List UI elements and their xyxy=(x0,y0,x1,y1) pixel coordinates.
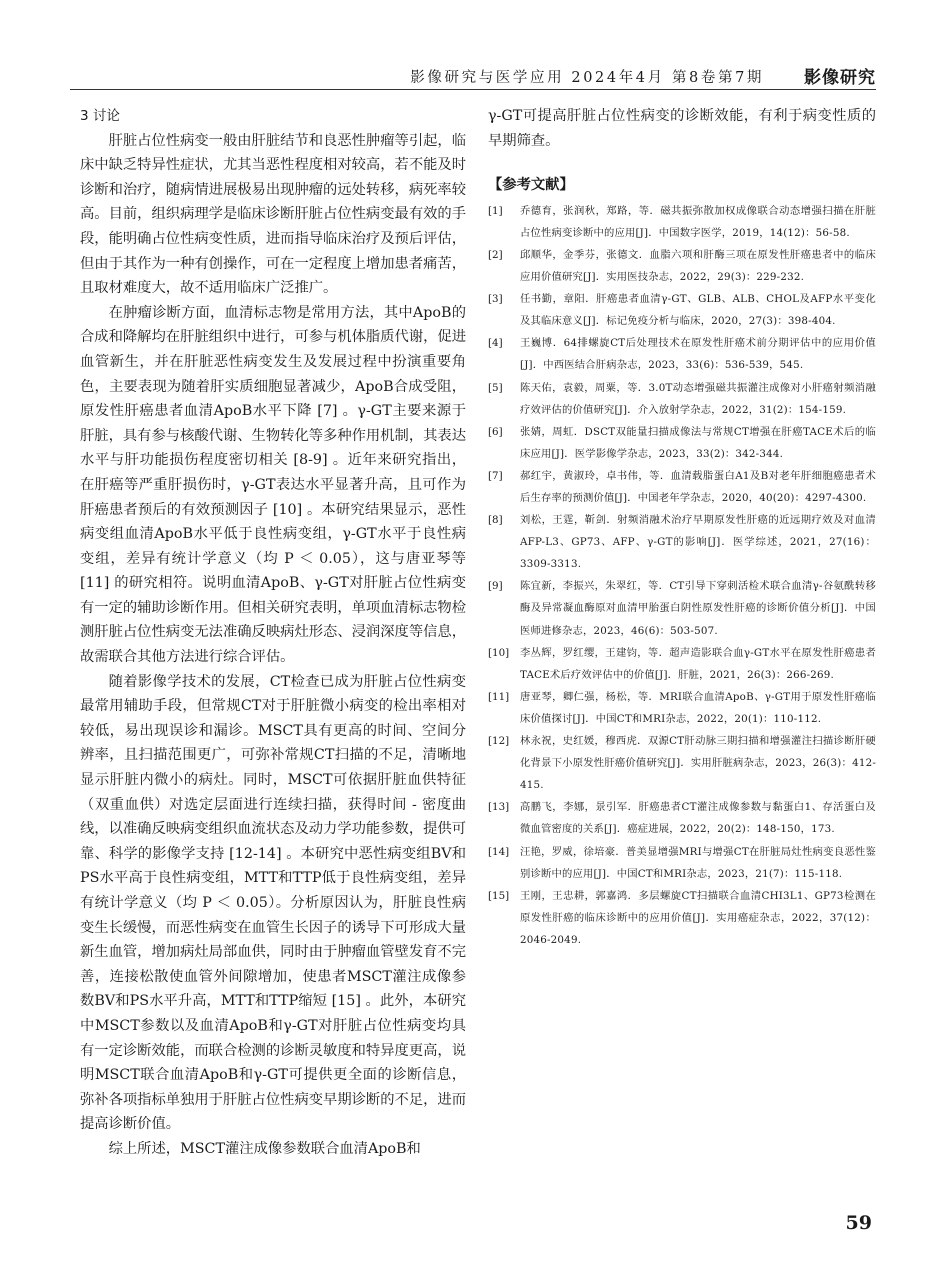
discussion-paragraph-4: 综上所述，MSCT灌注成像参数联合血清ApoB和 xyxy=(108,1140,421,1157)
page-header xyxy=(70,62,876,90)
reference-item xyxy=(488,841,876,885)
reference-item xyxy=(488,288,876,332)
reference-text: 王巍博．64排螺旋CT后处理技术在原发性肝癌术前分期评估中的应用价值[J]．中西医结合肝病杂志，2023，33(6)：536-539，545. xyxy=(520,337,876,372)
reference-item xyxy=(488,575,876,641)
reference-number: [1] xyxy=(488,204,503,217)
right-column xyxy=(488,104,876,951)
reference-number: [14] xyxy=(488,845,510,858)
reference-item xyxy=(488,244,876,288)
reference-number: [6] xyxy=(488,425,503,438)
left-column xyxy=(80,104,466,1162)
reference-item xyxy=(488,332,876,376)
reference-text: 乔德育，张润秋，郑路，等．磁共振弥散加权成像联合动态增强扫描在肝脏占位性病变诊断中的应用[J]．中国数字医学，2019，14(12)：56-58. xyxy=(520,204,876,239)
reference-text: 刘松，王霆，靳剑．射频消融术治疗早期原发性肝癌的近远期疗效及对血清AFP-L3、GP73、AFP、γ-GT的影响[J]．医学综述，2021，27(16)：3309-3313. xyxy=(520,514,876,571)
reference-item xyxy=(488,730,876,796)
reference-item xyxy=(488,465,876,509)
header-rule xyxy=(70,89,876,90)
reference-number: [13] xyxy=(488,801,510,814)
reference-text: 林永祝，史红媛，穆西虎．双源CT肝动脉三期扫描和增强灌注扫描诊断肝硬化背景下小原发性肝癌价值研究[J]．实用肝脏病杂志，2023，26(3)：412-415. xyxy=(520,735,876,792)
references-title: 【参考文献】 xyxy=(488,177,574,194)
reference-number: [5] xyxy=(488,381,503,394)
reference-text: 高鹏飞，李娜，景引军．肝癌患者CT灌注成像参数与黏蛋白1、存活蛋白及微血管密度的关系[J]．癌症进展，2022，20(2)：148-150，173. xyxy=(520,801,876,836)
reference-item xyxy=(488,885,876,951)
discussion-paragraph-3: 随着影像学技术的发展，CT检查已成为肝脏占位性病变最常用辅助手段，但常规CT对于肝脏微小病变的检出率相对较低，易出现误诊和漏诊。MSCT具有更高的时间、空间分辨率，且扫描范围更广，可弥补常规CT扫描的不足，清晰地显示肝脏内微小的病灶。同时，MSCT可依据肝脏血供特征（双重血供）对选定层面进行连续扫描，获得时间 - 密度曲线，以准确反映病变组织血流状态及动力学功能参数，提供可靠、科学的影像学支持 [12-14] 。本研究中恶性病变组BV和PS水平高于良性病变组，MTT和TTP低于良性病变组，差异有统计学意义（均 P ＜ 0.05）。分析原因认为，肝脏良性病变生长缓慢，而恶性病变在血管生长因子的诱导下可形成大量新生血管，增加病灶局部血供，同时由于肿瘤血管壁发育不完善，连接松散使血管外间隙增加，使患者MSCT灌注成像参数BV和PS水平升高，MTT和TTP缩短 [15] 。此外，本研究中MSCT参数以及血清ApoB和γ-GT对肝脏占位性病变均具有一定诊断效能，而联合检测的诊断灵敏度和特异度更高，说明MSCT联合血清ApoB和γ-GT可提供更全面的诊断信息，弥补各项指标单独用于肝脏占位性病变早期诊断的不足，进而提高诊断价值。 xyxy=(80,673,467,1133)
discussion-continuation: γ-GT可提高肝脏占位性病变的诊断效能，有利于病变性质的早期筛查。 xyxy=(488,108,876,149)
reference-item xyxy=(488,796,876,840)
reference-item xyxy=(488,200,876,244)
reference-item xyxy=(488,421,876,465)
reference-number: [9] xyxy=(488,580,503,593)
reference-text: 张婧，周虹．DSCT双能量扫描成像法与常规CT增强在肝癌TACE术后的临床应用[J]．医学影像学杂志，2023，33(2)：342-344. xyxy=(520,425,876,460)
reference-item xyxy=(488,686,876,730)
reference-item xyxy=(488,509,876,575)
discussion-paragraph-2: 在肿瘤诊断方面，血清标志物是常用方法，其中ApoB的合成和降解均在肝脏组织中进行，可参与机体脂质代谢，促进血管新生，并在肝脏恶性病变发生及发展过程中扮演重要角色，主要表现为随着肝实质细胞显著减少，ApoB合成受阻，原发性肝癌患者血清ApoB水平下降 [7] 。γ-GT主要来源于肝脏，具有参与核酸代谢、生物转化等多种作用机制，其表达水平与肝功能损伤程度密切相关 [8-9] 。近年来研究指出，在肝癌等严重肝损伤时，γ-GT表达水平显著升高，且可作为肝癌患者预后的有效预测因子 [10] 。本研究结果显示，恶性病变组血清ApoB水平低于良性病变组，γ-GT水平于良性病变组，差异有统计学意义（均 P ＜ 0.05），这与唐亚琴等 [11] 的研究相符。说明血清ApoB、γ-GT对肝脏占位性病变有一定的辅助诊断作用。但相关研究表明，单项血清标志物检测肝脏占位性病变无法准确反映病灶形态、浸润深度等信息，故需联合其他方法进行综合评估。 xyxy=(80,304,467,666)
reference-text: 汪艳，罗威，徐培豪．普美显增强MRI与增强CT在肝脏局灶性病变良恶性鉴别诊断中的应用[J]．中国CT和MRI杂志，2023，21(7)：115-118. xyxy=(520,845,876,880)
reference-number: [3] xyxy=(488,293,503,306)
reference-number: [15] xyxy=(488,889,510,902)
reference-text: 王刚，王忠耕，郭嘉鸿．多层螺旋CT扫描联合血清CHI3L1、GP73检测在原发性肝癌的临床诊断中的应用价值[J]．实用癌症杂志，2022，37(12)：2046-2049. xyxy=(520,889,876,946)
reference-text: 陈宜新，李振兴，朱翠红，等．CT引导下穿刺活检术联合血清γ-谷氨酰转移酶及异常凝血酶原对血清甲胎蛋白阴性原发性肝癌的诊断价值分析[J]．中国医师进修杂志，2023，46(6)：503-507. xyxy=(520,580,876,637)
reference-text: 李丛辉，罗红缨，王建钧，等．超声造影联合血γ-GT水平在原发性肝癌患者TACE术后疗效评估中的价值[J]．肝脏，2021，26(3)：266-269. xyxy=(520,646,876,681)
journal-info: 影像研究与医学应用 2024年4月 第8卷第7期 xyxy=(410,70,764,86)
reference-number: [11] xyxy=(488,690,510,703)
discussion-paragraph-1: 肝脏占位性病变一般由肝脏结节和良恶性肿瘤等引起，临床中缺乏特异性症状，尤其当恶性程度相对较高，若不能及时诊断和治疗，随病情进展极易出现肿瘤的远处转移，病死率较高。目前，组织病理学是临床诊断肝脏占位性病变最有效的手段，能明确占位性病变性质，进而指导临床治疗及预后评估，但由于其作为一种有创操作，可在一定程度上增加患者痛苦，且取材难度大，故不适用临床广泛推广。 xyxy=(80,132,467,297)
reference-item xyxy=(488,377,876,421)
reference-text: 邱顺华，金季芬，张德文．血脂六项和肝酶三项在原发性肝癌患者中的临床应用价值研究[J]．实用医技杂志，2022，29(3)：229-232. xyxy=(520,248,876,284)
reference-number: [7] xyxy=(488,469,503,482)
reference-item xyxy=(488,642,876,686)
section-brand: 影像研究 xyxy=(804,68,876,88)
reference-number: [8] xyxy=(488,514,503,527)
reference-number: [10] xyxy=(488,646,510,659)
reference-number: [2] xyxy=(488,248,503,261)
page-number: 59 xyxy=(845,1212,872,1234)
section-heading: 3 讨论 xyxy=(80,108,120,124)
reference-number: [4] xyxy=(488,337,503,350)
reference-text: 唐亚琴，卿仁强，杨松，等．MRI联合血清ApoB、γ-GT用于原发性肝癌临床价值探讨[J]．中国CT和MRI杂志，2022，20(1)：110-112. xyxy=(520,690,876,725)
reference-text: 陈天佑，袁毅，周粟，等．3.0T动态增强磁共振灌注成像对小肝癌射频消融疗效评估的价值研究[J]．介入放射学杂志，2022，31(2)：154-159. xyxy=(520,381,876,416)
reference-list xyxy=(488,200,876,951)
reference-number: [12] xyxy=(488,735,510,748)
reference-text: 任书勤，章阳．肝癌患者血清γ-GT、GLB、ALB、CHOL及AFP水平变化及其临床意义[J]．标记免疫分析与临床，2020，27(3)：398-404. xyxy=(520,293,876,328)
reference-text: 郝红宇，黄淑玲，卓书伟，等．血清载脂蛋白A1及B对老年肝细胞癌患者术后生存率的预测价值[J]．中国老年学杂志，2020，40(20)：4297-4300. xyxy=(520,469,876,504)
